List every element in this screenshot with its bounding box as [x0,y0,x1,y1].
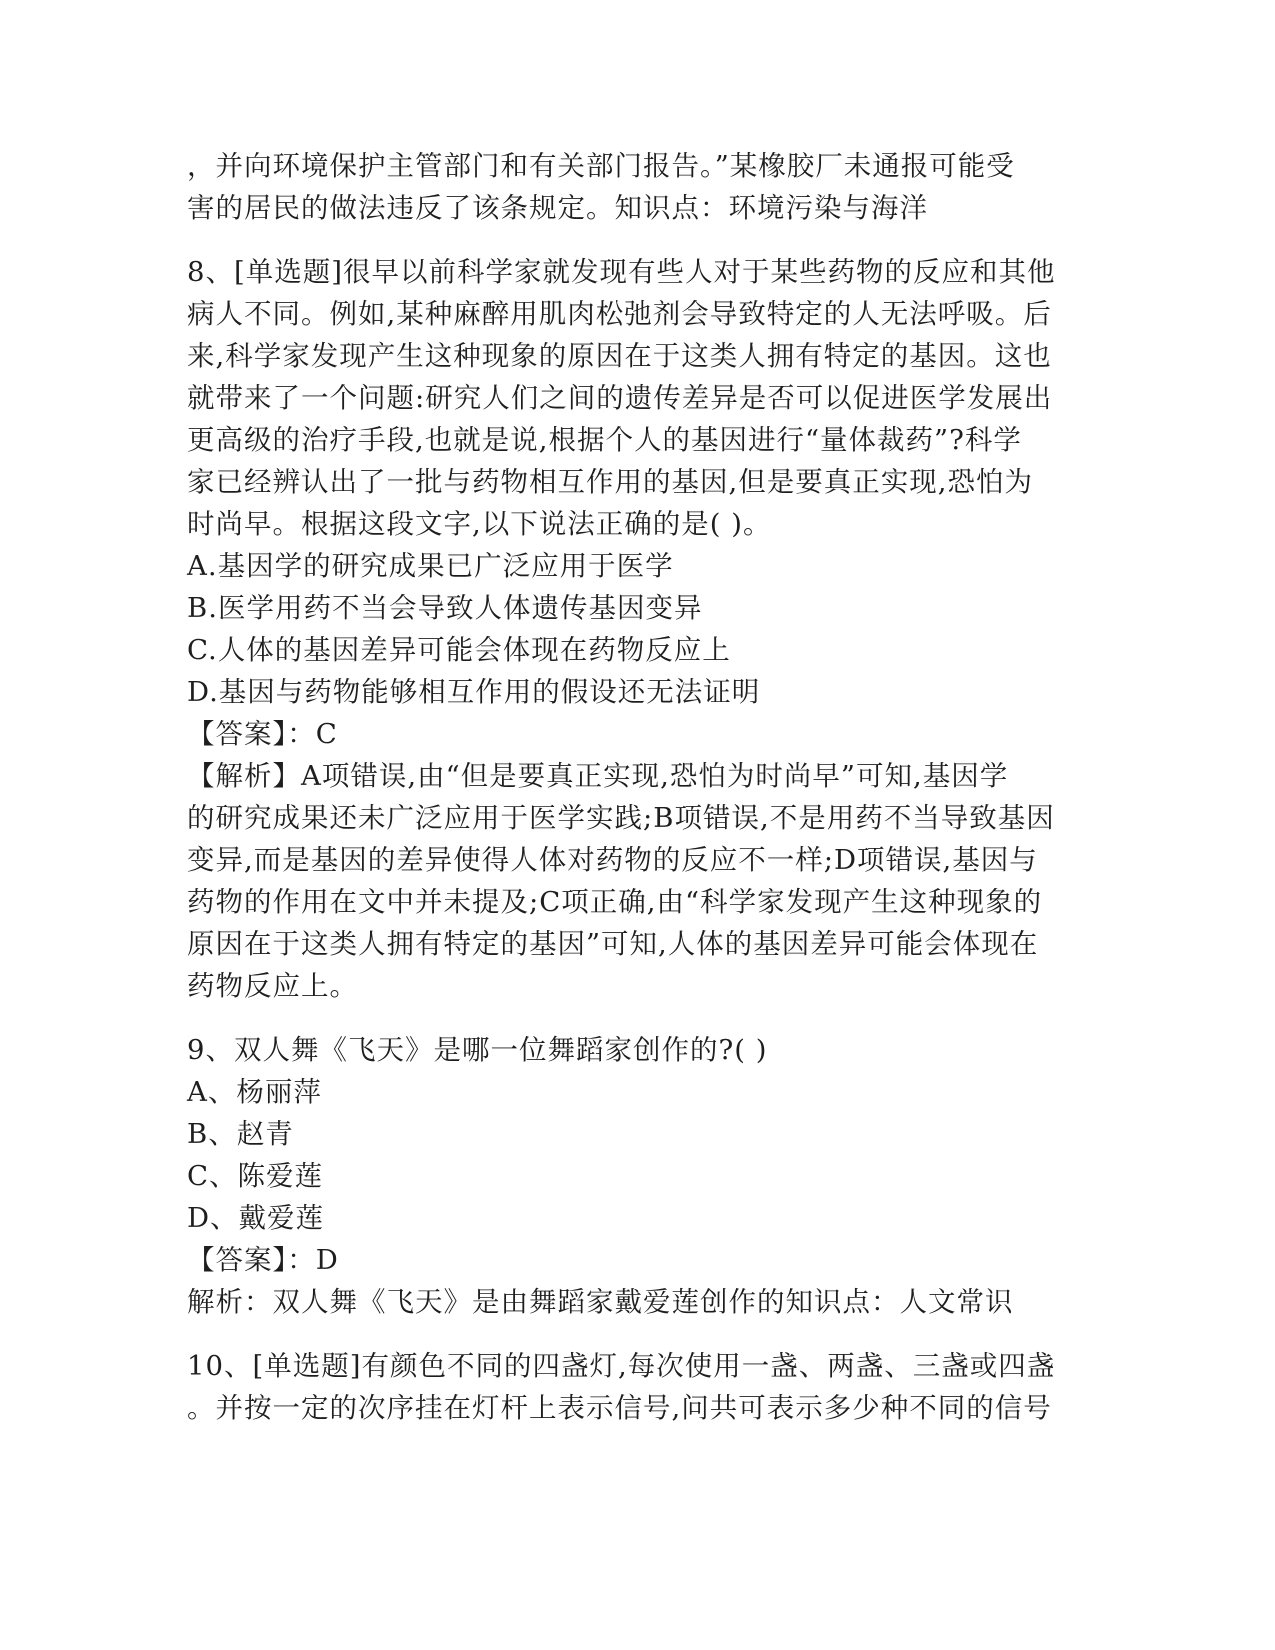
analysis-line: 药物的作用在文中并未提及;C项正确,由“科学家发现产生这种现象的 [187,886,1043,918]
option-b: B.医学用药不当会导致人体遗传基因变异 [187,592,703,624]
question-stem-line: 8、[单选题]很早以前科学家就发现有些人对于某些药物的反应和其他 [187,256,1056,288]
answer-line: 【答案】：D [187,1244,339,1276]
question-stem-line: 10、[单选题]有颜色不同的四盏灯,每次使用一盏、两盏、三盏或四盏 [187,1350,1056,1382]
option-c: C.人体的基因差异可能会体现在药物反应上 [187,634,731,666]
analysis-line: 【解析】A项错误,由“但是要真正实现,恐怕为时尚早”可知,基因学 [187,760,1009,792]
question-stem-line: 来,科学家发现产生这种现象的原因在于这类人拥有特定的基因。这也 [187,340,1052,372]
analysis-line: 变异,而是基因的差异使得人体对药物的反应不一样;D项错误,基因与 [187,844,1038,876]
document-page [187,145,1087,1429]
question-stem-line: 。并按一定的次序挂在灯杆上表示信号,问共可表示多少种不同的信号 [187,1392,1052,1424]
question-stem-line: 9、双人舞《飞天》是哪一位舞蹈家创作的?( ) [187,1034,768,1066]
question-stem-line: 家已经辨认出了一批与药物相互作用的基因,但是要真正实现,恐怕为 [187,466,1033,498]
option-d: D.基因与药物能够相互作用的假设还无法证明 [187,676,761,708]
question-stem-line: 更高级的治疗手段,也就是说,根据个人的基因进行“量体裁药”?科学 [187,424,1022,456]
question-stem-line: 时尚早。根据这段文字,以下说法正确的是( )。 [187,508,772,540]
question-8 [187,251,1087,1007]
question-9 [187,1029,1087,1323]
question-stem-line: 就带来了一个问题:研究人们之间的遗传差异是否可以促进医学发展出 [187,382,1053,414]
question-stem-line: 病人不同。例如,某种麻醉用肌肉松弛剂会导致特定的人无法呼吸。后 [187,298,1052,330]
analysis-line: 药物反应上。 [187,970,358,1002]
analysis-line: 原因在于这类人拥有特定的基因”可知,人体的基因差异可能会体现在 [187,928,1039,960]
option-b: B、赵青 [187,1118,294,1150]
answer-line: 【答案】：C [187,718,338,750]
option-a: A.基因学的研究成果已广泛应用于医学 [187,550,674,582]
previous-question-tail [187,145,1087,229]
text-line: 害的居民的做法违反了该条规定。知识点：环境污染与海洋 [187,192,928,224]
option-d: D、戴爱莲 [187,1202,325,1234]
option-a: A、杨丽萍 [187,1076,322,1108]
text-line: ，并向环境保护主管部门和有关部门报告。”某橡胶厂未通报可能受 [187,150,1015,182]
analysis-line: 的研究成果还未广泛应用于医学实践;B项错误,不是用药不当导致基因 [187,802,1055,834]
question-10 [187,1345,1087,1429]
analysis-line: 解析：双人舞《飞天》是由舞蹈家戴爱莲创作的知识点：人文常识 [187,1286,1014,1318]
option-c: C、陈爱莲 [187,1160,324,1192]
